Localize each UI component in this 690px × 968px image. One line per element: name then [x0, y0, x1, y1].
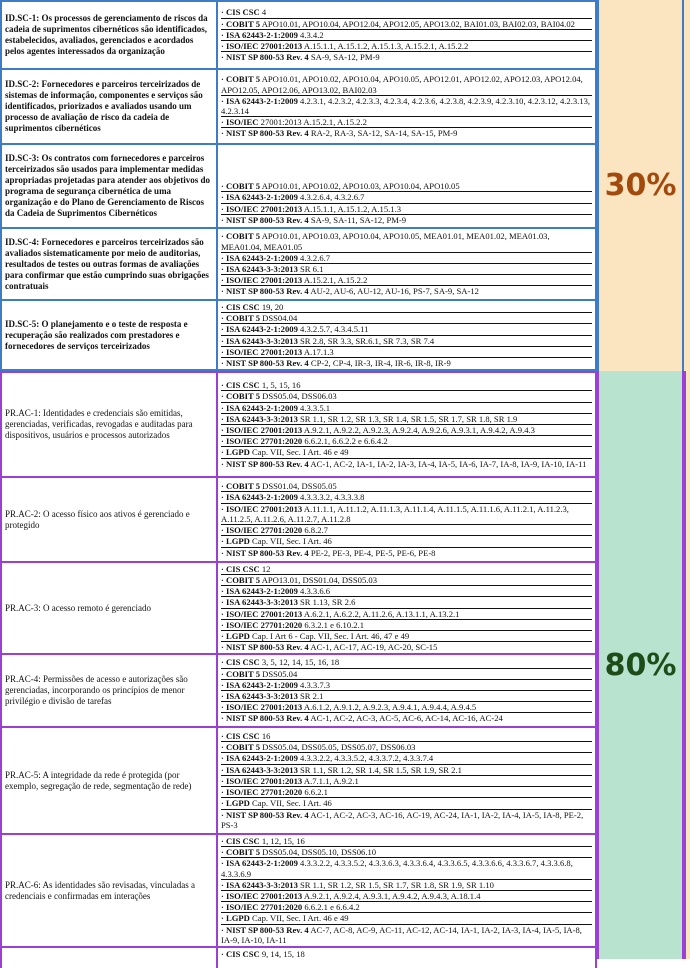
reference-line: · ISO/IEC 27001:2013 A.6.2.1, A.6.2.2, A.11.2.6, A.13.1.1, A.13.2.1	[221, 609, 592, 620]
reference-line: · ISO/IEC 27001:2013 A.6.1.2, A.9.1.2, A.9.2.3, A.9.4.1, A.9.4.4, A.9.4.5	[221, 702, 592, 713]
reference-line: · LGPD Cap. VII, Sec. I Art. 46	[221, 798, 592, 809]
reference-line: · ISA 62443-2-1:2009 4.3.3.6.6	[221, 586, 592, 597]
ac-percentage: 80%	[604, 647, 677, 683]
reference-line: · ISO/IEC 27701:2020 6.6.2.1, 6.6.2.2 e 6.6.4.2	[221, 436, 592, 447]
reference-line: · ISA 62443-2-1:2009 4.3.3.7.3	[221, 680, 592, 691]
reference-line: · CIS CSC 19, 20	[221, 302, 592, 313]
reference-line: · ISA 62443-3-3:2013 SR 1.1, SR 1.2, SR 1.4, SR 1.5, SR 1.9, SR 2.1	[221, 765, 592, 776]
reference-line: · ISA 62443-2-1:2009 4.3.3.3.2, 4.3.3.3.8	[221, 492, 592, 503]
reference-line: · ISA 62443-3-3:2013 SR 6.1	[221, 264, 592, 275]
table-row	[0, 0, 597, 70]
table-row	[0, 478, 597, 563]
subcategory-cell	[2, 373, 218, 476]
sc-percentage: 30%	[604, 168, 677, 203]
reference-line: · COBIT 5 DSS05.04	[221, 669, 592, 680]
references-cell	[218, 835, 595, 946]
reference-line: · NIST SP 800-53 Rev. 4 RA-2, RA-3, SA-12, SA-14, SA-15, PM-9	[221, 128, 458, 139]
reference-line: · ISO/IEC 27001:2013 A.11.1.1, A.11.1.2, A.11.1.3, A.11.1.4, A.11.1.5, A.11.1.6, A.11.2.1, A.11.2.3, A.11.2.5, A.11.2.6, A.11.2.7, A.11.2.8	[221, 504, 592, 525]
reference-line: · ISO/IEC 27001:2013 A.17.1.3	[221, 347, 592, 358]
reference-line: · COBIT 5 APO10.01, APO10.02, APO10.03, APO10.04, APO10.05	[221, 181, 592, 192]
references-cell	[218, 229, 595, 299]
edge-column-top	[684, 0, 690, 371]
edge-column-bottom	[684, 371, 690, 959]
reference-line: · ISO/IEC 27001:2013 A.9.2.1, A.9.2.4, A.9.3.1, A.9.4.2, A.9.4.3, A.18.1.4	[221, 891, 592, 902]
reference-line: · ISA 62443-2-1:2009 4.3.2.6.4, 4.3.2.6.7	[221, 192, 592, 203]
reference-line: · ISA 62443-3-3:2013 SR 1.1, SR 1.2, SR 1.3, SR 1.4, SR 1.5, SR 1.7, SR 1.8, SR 1.9	[221, 414, 592, 425]
reference-line: · NIST SP 800-53 Rev. 4 CP-2, CP-4, IR-3, IR-4, IR-6, IR-8, IR-9	[221, 357, 451, 368]
reference-line: · ISA 62443-2-1:2009 4.3.2.5.7, 4.3.4.5.11	[221, 324, 592, 335]
references-cell	[218, 301, 595, 369]
reference-line: · ISA 62443-3-3:2013 SR 2.8, SR 3.3, SR.6.1, SR 7.3, SR 7.4	[221, 336, 592, 347]
reference-line: · LGPD Cap. VII, Sec. I Art. 46 e 49	[221, 913, 592, 924]
reference-line: · ISA 62443-2-1:2009 4.3.3.5.1	[221, 403, 592, 414]
reference-line: · ISO/IEC 27001:2013 A.15.1.1, A.15.1.2, A.15.1.3	[221, 204, 592, 215]
subcategory-text: PR.AC-3: O acesso remoto é gerenciado	[5, 602, 151, 613]
references-cell	[218, 948, 595, 968]
reference-line: · ISA 62443-3-3:2013 SR 1.13, SR 2.6	[221, 597, 592, 608]
sc-percentage-cell	[597, 0, 684, 371]
reference-line: · ISO/IEC 27701:2020 6.6.2.1	[221, 787, 592, 798]
subcategory-text: PR.AC-6: As identidades são revisadas, vinculadas a credenciais e confirmadas em interações	[5, 879, 195, 901]
subcategory-text: ID.SC-1: Os processos de gerenciamento de riscos da cadeia de suprimentos cibernéticos são identificados, estabelecidos, avaliados, gerenciados e acordados pelos agentes interessados da organização	[5, 13, 208, 56]
subcategory-cell	[2, 478, 218, 561]
table-row	[0, 301, 597, 371]
reference-line: · CIS CSC 16	[221, 731, 592, 742]
table-row	[0, 728, 597, 835]
references-cell	[218, 70, 595, 143]
reference-line: · NIST SP 800-53 Rev. 4 SA-9, SA-12, PM-9	[221, 52, 380, 63]
table-row	[0, 655, 597, 728]
reference-line: · ISO/IEC 27001:2013 A.7.1.1, A.9.2.1	[221, 776, 592, 787]
references-cell	[218, 145, 595, 227]
subcategory-cell	[2, 655, 218, 726]
reference-line: · COBIT 5 APO10.01, APO10.03, APO10.04, APO10.05, MEA01.01, MEA01.02, MEA01.03, MEA01.04, MEA01.05	[221, 231, 592, 252]
subcategory-text: ID.SC-3: Os contratos com fornecedores e parceiros terceirizados são usados para implementar medidas apropriadas projetadas para atender aos objetivos do programa de segurança cibernética de uma organização e do Plano de Gerenciamento de Riscos da Cadeia de Suprimentos Cibernéticos	[5, 153, 211, 218]
subcategory-cell	[2, 145, 218, 227]
reference-line: · ISA 62443-3-3:2013 SR 1.1, SR 1.2, SR 1.5, SR 1.7, SR 1.8, SR 1.9, SR 1.10	[221, 880, 592, 891]
reference-line: · COBIT 5 DSS05.04, DSS05.10, DSS06.10	[221, 847, 592, 858]
reference-line: · ISO/IEC 27701:2020 6.8.2.7	[221, 525, 592, 536]
reference-line: · COBIT 5 DSS04.04	[221, 313, 592, 324]
reference-line: · COBIT 5 DSS05.04, DSS06.03	[221, 391, 592, 402]
reference-line: · NIST SP 800-53 Rev. 4 AC-1, AC-2, IA-1, IA-2, IA-3, IA-4, IA-5, IA-6, IA-7, IA-8, IA-9, IA-10, IA-11	[221, 458, 587, 469]
reference-line: · NIST SP 800-53 Rev. 4 AU-2, AU-6, AU-12, AU-16, PS-7, SA-9, SA-12	[221, 286, 479, 297]
reference-line: · NIST SP 800-53 Rev. 4 PE-2, PE-3, PE-4, PE-5, PE-6, PE-8	[221, 547, 436, 558]
reference-line: · ISO/IEC 27701:2020 6.3.2.1 e 6.10.2.1	[221, 620, 592, 631]
table-row	[0, 835, 597, 948]
reference-line: · ISA 62443-2-1:2009 4.3.3.2.2, 4.3.3.5.2, 4.3.3.7.2, 4.3.3.7.4	[221, 753, 592, 764]
reference-line: · ISO/IEC 27701:2020 6.6.2.1 e 6.6.4.2	[221, 902, 592, 913]
reference-line: · CIS CSC 1, 5, 15, 16	[221, 380, 592, 391]
subcategory-text: PR.AC-1: Identidades e credenciais são emitidas, gerenciadas, verificadas, revogadas e auditadas para dispositivos, usuários e processos autorizados	[5, 408, 193, 440]
references-cell	[218, 478, 595, 561]
reference-line: · ISA 62443-2-1:2009 4.3.3.2.2, 4.3.3.5.2, 4.3.3.6.3, 4.3.3.6.4, 4.3.3.6.5, 4.3.3.6.6, 4.3.3.6.7, 4.3.3.6.8, 4.3.3.6.9	[221, 858, 592, 879]
reference-line: · NIST SP 800-53 Rev. 4 AC-1, AC-2, AC-3, AC-5, AC-6, AC-14, AC-16, AC-24	[221, 713, 503, 724]
reference-line: · NIST SP 800-53 Rev. 4 AC-1, AC-17, AC-19, AC-20, SC-15	[221, 642, 438, 653]
reference-line: · ISA 62443-2-1:2009 4.2.3.1, 4.2.3.2, 4.2.3.3, 4.2.3.4, 4.2.3.6, 4.2.3.8, 4.2.3.9, 4.2.3.10, 4.2.3.12, 4.2.3.13, 4.2.3.14	[221, 95, 591, 116]
reference-line: · COBIT 5 DSS05.04, DSS05.05, DSS05.07, DSS06.03	[221, 742, 592, 753]
subcategory-cell	[2, 2, 218, 68]
table-row	[0, 563, 597, 655]
subcategory-cell	[2, 563, 218, 653]
reference-line: · CIS CSC 9, 14, 15, 18	[221, 949, 305, 959]
reference-line: · LGPD Cap. VII, Sec. I Art. 46 e 49	[221, 447, 592, 458]
reference-line: · COBIT 5 APO13.01, DSS01.04, DSS05.03	[221, 575, 592, 586]
reference-line: · ISO/IEC 27001:2013 A.15.2.1, A.15.2.2	[221, 275, 592, 286]
references-cell	[218, 563, 595, 653]
reference-line: · NIST SP 800-53 Rev. 4 SA-9, SA-11, SA-12, PM-9	[221, 214, 407, 225]
subcategory-text: ID.SC-4: Fornecedores e parceiros terceirizados são avaliados sistematicamente por meio de auditorias, resultados de testes ou outras formas de avaliações para confirmar que estão cumprindo suas obrigações contratuais	[5, 236, 209, 291]
reference-line: · COBIT 5 APO10.01, APO10.04, APO12.04, APO12.05, APO13.02, BAI01.03, BAI02.03, BAI04.02	[221, 19, 592, 30]
reference-line: · ISA 62443-2-1:2009 4.3.2.6.7	[221, 253, 592, 264]
subcategory-cell	[2, 948, 218, 968]
table-row	[0, 229, 597, 301]
table-row	[0, 70, 597, 145]
reference-line: · COBIT 5 APO10.01, APO10.02, APO10.04, APO10.05, APO12.01, APO12.02, APO12.03, APO12.04, APO12.05, APO12.06, APO13.02, BAI02.03	[221, 74, 592, 95]
references-cell	[218, 373, 595, 476]
references-cell	[218, 2, 595, 68]
reference-line: · LGPD Cap. VII, Sec. I Art. 46	[221, 536, 592, 547]
table-row	[0, 948, 597, 968]
references-cell	[218, 655, 595, 726]
subcategory-text: ID.SC-5: O planejamento e o teste de resposta e recuperação são realizados com prestadores e fornecedores de serviços terceirizados	[5, 318, 188, 351]
subcategory-text: PR.AC-4: Permissões de acesso e autorizações são gerenciadas, incorporando os princípios de menor privilégio e divisão de tarefas	[5, 674, 188, 706]
reference-line: · NIST SP 800-53 Rev. 4 AC-7, AC-8, AC-9, AC-11, AC-12, AC-14, IA-1, IA-2, IA-3, IA-4, IA-5, IA-8, IA-9, IA-10, IA-11	[221, 924, 582, 945]
reference-line: · CIS CSC 12	[221, 564, 592, 575]
subcategory-cell	[2, 70, 218, 143]
reference-line: · ISO/IEC 27001:2013 A.15.1.1, A.15.1.2, A.15.1.3, A.15.2.1, A.15.2.2	[221, 41, 592, 52]
references-cell	[218, 728, 595, 833]
reference-line: · LGPD Cap. I Art 6 - Cap. VII, Sec. I Art. 46, 47 e 49	[221, 631, 592, 642]
subcategory-cell	[2, 835, 218, 946]
reference-line: · COBIT 5 DSS01.04, DSS05.05	[221, 481, 592, 492]
reference-line: · CIS CSC 4	[221, 7, 592, 18]
table-row	[0, 371, 597, 478]
reference-line: · ISA 62443-2-1:2009 4.3.4.2	[221, 30, 592, 41]
reference-line: · ISA 62443-3-3:2013 SR 2.1	[221, 691, 592, 702]
reference-line: · ISO/IEC 27001:2013 A.9.2.1, A.9.2.2, A.9.2.3, A.9.2.4, A.9.2.6, A.9.3.1, A.9.4.2, A.9.4.3	[221, 425, 592, 436]
subcategory-cell	[2, 728, 218, 833]
subcategory-text: PR.AC-5: A integridade da rede é protegida (por exemplo, segregação de rede, segmentação de rede)	[5, 769, 192, 791]
reference-line: · CIS CSC 1, 12, 15, 16	[221, 836, 592, 847]
subcategory-cell	[2, 301, 218, 369]
subcategory-cell	[2, 229, 218, 299]
reference-line: · CIS CSC 3, 5, 12, 14, 15, 16, 18	[221, 657, 592, 668]
subcategory-text: ID.SC-2: Fornecedores e parceiros terceirizados de sistemas de informação, componentes e serviços são identificados, priorizados e avaliados usando um processo de avaliação de risco da cadeia de suprimentos cibernéticos	[5, 79, 203, 133]
table-row	[0, 145, 597, 229]
subcategory-text: PR.AC-2: O acesso físico aos ativos é gerenciado e protegido	[5, 508, 190, 530]
ac-percentage-cell	[597, 371, 684, 959]
reference-line: · ISO/IEC 27001:2013 A.15.2.1, A.15.2.2	[221, 117, 592, 128]
reference-line: · NIST SP 800-53 Rev. 4 AC-1, AC-2, AC-3, AC-16, AC-19, AC-24, IA-1, IA-2, IA-4, IA-5, IA-8, PE-2, PS-3	[221, 809, 584, 830]
